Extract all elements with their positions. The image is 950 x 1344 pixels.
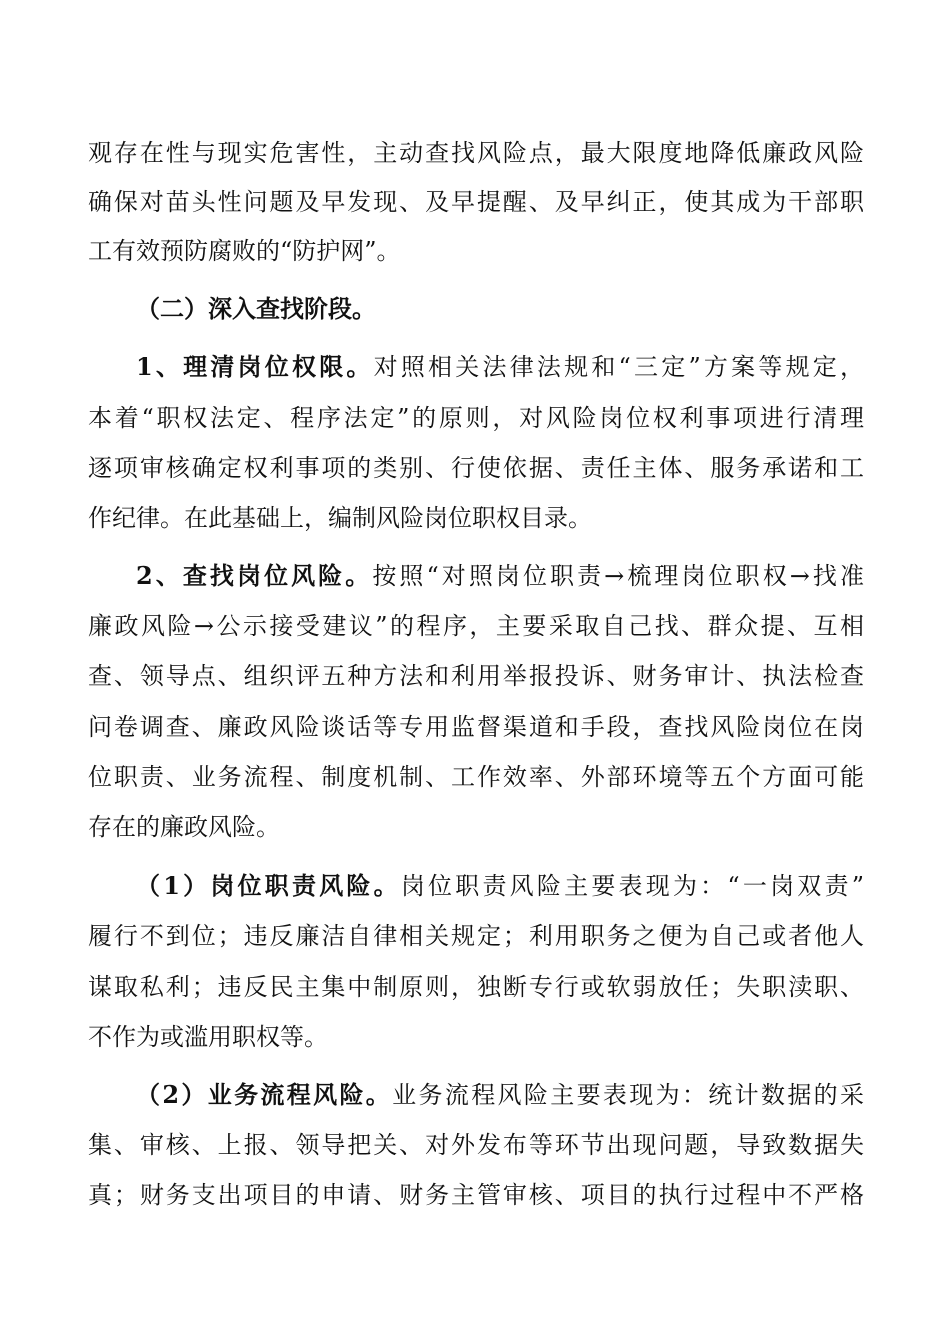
- body-text-line: [88, 498, 864, 538]
- text-run: 真；财务支出项目的申请、财务主管审核、项目的执行过程中不严格: [88, 1181, 864, 1209]
- text-run: 履行不到位；违反廉洁自律相关规定；利用职务之便为自己或者他人: [88, 922, 864, 950]
- body-text-line: [88, 916, 864, 956]
- text-run: 谋取私利；违反民主集中制原则，独断专行或软弱放任；失职渎职、: [88, 973, 864, 1001]
- subheading-inline: （2）业务流程风险。: [136, 1080, 393, 1109]
- body-text-line: [88, 133, 864, 173]
- text-run: 查、领导点、组织评五种方法和利用举报投诉、财务审计、执法检查: [88, 662, 864, 690]
- body-text-line: [88, 807, 864, 847]
- paragraph-first-line: [136, 1075, 864, 1115]
- text-run: 确保对苗头性问题及早发现、及早提醒、及早纠正，使其成为干部职: [88, 188, 864, 216]
- text-run: 按照“对照岗位职责→梳理岗位职权→找准: [372, 562, 864, 590]
- body-text-line: [88, 1175, 864, 1215]
- text-run: 逐项审核确定权利事项的类别、行使依据、责任主体、服务承诺和工: [88, 454, 864, 482]
- body-text-line: [88, 707, 864, 747]
- body-text-line: [88, 231, 864, 271]
- text-run: 本着“职权法定、程序法定”的原则，对风险岗位权利事项进行清理: [88, 404, 864, 432]
- body-text-line: [88, 448, 864, 488]
- text-run: 作纪律。在此基础上，编制风险岗位职权目录。: [88, 504, 592, 532]
- subheading-inline: （1）岗位职责风险。: [136, 871, 401, 900]
- body-text-line: [88, 656, 864, 696]
- text-run: 工有效预防腐败的“防护网”。: [88, 237, 401, 265]
- text-run: 观存在性与现实危害性，主动查找风险点，最大限度地降低廉政风险: [88, 139, 864, 167]
- paragraph-first-line: [136, 556, 864, 596]
- body-text-line: [88, 757, 864, 797]
- text-run: 廉政风险→公示接受建议”的程序，主要采取自己找、群众提、互相: [88, 612, 864, 640]
- body-text-line: [88, 182, 864, 222]
- text-run: 集、审核、上报、领导把关、对外发布等环节出现问题，导致数据失: [88, 1131, 864, 1159]
- subheading-inline: 2、查找岗位风险。: [136, 561, 373, 590]
- text-run: 不作为或滥用职权等。: [88, 1023, 328, 1051]
- text-run: 业务流程风险主要表现为：统计数据的采: [392, 1081, 865, 1109]
- text-run: 位职责、业务流程、制度机制、工作效率、外部环境等五个方面可能: [88, 763, 864, 791]
- body-text-line: [88, 967, 864, 1007]
- body-text-line: [88, 606, 864, 646]
- text-run: 存在的廉政风险。: [88, 813, 280, 841]
- body-text-line: [88, 1125, 864, 1165]
- paragraph-first-line: [136, 347, 864, 387]
- text-run: 岗位职责风险主要表现为：“一岗双责”: [400, 872, 864, 900]
- paragraph-first-line: [136, 866, 864, 906]
- body-text-line: [88, 398, 864, 438]
- text-run: 问卷调查、廉政风险谈话等专用监督渠道和手段，查找风险岗位在岗: [88, 713, 864, 741]
- section-heading: [136, 289, 864, 329]
- body-text-line: [88, 1017, 864, 1057]
- text-run: 对照相关法律法规和“三定”方案等规定，: [373, 353, 864, 381]
- section-heading-text: （二）深入查找阶段。: [136, 294, 376, 323]
- subheading-inline: 1、理清岗位权限。: [136, 352, 374, 381]
